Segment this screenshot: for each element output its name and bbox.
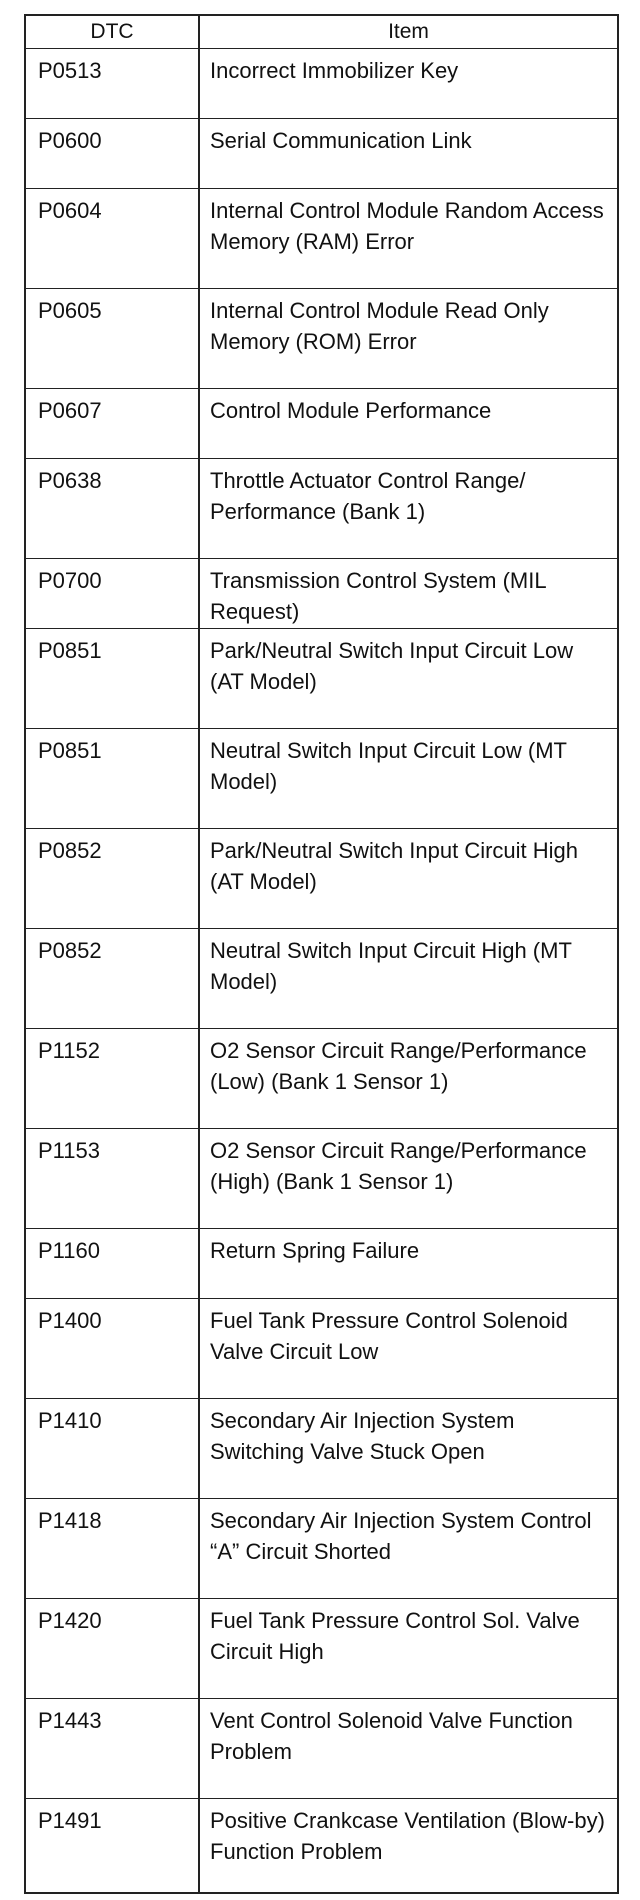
dtc-item: Neutral Switch Input Circuit Low (MT Model) bbox=[199, 728, 618, 828]
dtc-code: P1400 bbox=[25, 1298, 199, 1398]
dtc-code: P1153 bbox=[25, 1128, 199, 1228]
dtc-item: Internal Control Module Read Only Memory (ROM) Error bbox=[199, 288, 618, 388]
dtc-code: P0607 bbox=[25, 388, 199, 458]
dtc-item: Internal Control Module Random Access Memory (RAM) Error bbox=[199, 188, 618, 288]
column-header-dtc: DTC bbox=[25, 15, 199, 48]
table-row bbox=[25, 1028, 618, 1128]
dtc-code: P0851 bbox=[25, 728, 199, 828]
table-row bbox=[25, 558, 618, 628]
table-header-row bbox=[25, 15, 618, 48]
dtc-code: P0600 bbox=[25, 118, 199, 188]
dtc-item: Control Module Performance bbox=[199, 388, 618, 458]
dtc-item: Fuel Tank Pressure Control Solenoid Valve Circuit Low bbox=[199, 1298, 618, 1398]
dtc-item: Throttle Actuator Control Range/ Performance (Bank 1) bbox=[199, 458, 618, 558]
column-header-item: Item bbox=[199, 15, 618, 48]
dtc-code: P1160 bbox=[25, 1228, 199, 1298]
dtc-item: Fuel Tank Pressure Control Sol. Valve Circuit High bbox=[199, 1598, 618, 1698]
dtc-item: O2 Sensor Circuit Range/Performance (Low) (Bank 1 Sensor 1) bbox=[199, 1028, 618, 1128]
dtc-item: Secondary Air Injection System Control “A” Circuit Shorted bbox=[199, 1498, 618, 1598]
dtc-code: P1443 bbox=[25, 1698, 199, 1798]
dtc-item: Transmission Control System (MIL Request) bbox=[199, 558, 618, 628]
dtc-code: P1491 bbox=[25, 1798, 199, 1893]
table-row bbox=[25, 728, 618, 828]
dtc-code: P1152 bbox=[25, 1028, 199, 1128]
dtc-code: P0513 bbox=[25, 48, 199, 118]
table-row bbox=[25, 188, 618, 288]
table-row bbox=[25, 388, 618, 458]
table-row bbox=[25, 288, 618, 388]
dtc-code: P0851 bbox=[25, 628, 199, 728]
table-row bbox=[25, 1798, 618, 1893]
dtc-code: P0700 bbox=[25, 558, 199, 628]
table-row bbox=[25, 1598, 618, 1698]
table-row bbox=[25, 1498, 618, 1598]
table-row bbox=[25, 118, 618, 188]
table-row bbox=[25, 628, 618, 728]
dtc-code: P0852 bbox=[25, 928, 199, 1028]
dtc-code: P1420 bbox=[25, 1598, 199, 1698]
dtc-item: Vent Control Solenoid Valve Function Problem bbox=[199, 1698, 618, 1798]
dtc-item: Park/Neutral Switch Input Circuit High (AT Model) bbox=[199, 828, 618, 928]
dtc-item: Incorrect Immobilizer Key bbox=[199, 48, 618, 118]
dtc-item: Park/Neutral Switch Input Circuit Low (AT Model) bbox=[199, 628, 618, 728]
table-row bbox=[25, 1228, 618, 1298]
dtc-item: Return Spring Failure bbox=[199, 1228, 618, 1298]
dtc-item: Neutral Switch Input Circuit High (MT Model) bbox=[199, 928, 618, 1028]
table-row bbox=[25, 1298, 618, 1398]
table-row bbox=[25, 1128, 618, 1228]
dtc-item: Serial Communication Link bbox=[199, 118, 618, 188]
dtc-table bbox=[24, 14, 619, 1894]
table-row bbox=[25, 1698, 618, 1798]
dtc-item: O2 Sensor Circuit Range/Performance (High) (Bank 1 Sensor 1) bbox=[199, 1128, 618, 1228]
dtc-code: P0604 bbox=[25, 188, 199, 288]
dtc-code: P1418 bbox=[25, 1498, 199, 1598]
table-row bbox=[25, 1398, 618, 1498]
dtc-item: Positive Crankcase Ventilation (Blow-by) Function Problem bbox=[199, 1798, 618, 1893]
dtc-code: P0605 bbox=[25, 288, 199, 388]
dtc-code: P0852 bbox=[25, 828, 199, 928]
table-row bbox=[25, 458, 618, 558]
table-row bbox=[25, 828, 618, 928]
dtc-code: P0638 bbox=[25, 458, 199, 558]
dtc-code: P1410 bbox=[25, 1398, 199, 1498]
table-row bbox=[25, 48, 618, 118]
dtc-item: Secondary Air Injection System Switching Valve Stuck Open bbox=[199, 1398, 618, 1498]
table-row bbox=[25, 928, 618, 1028]
